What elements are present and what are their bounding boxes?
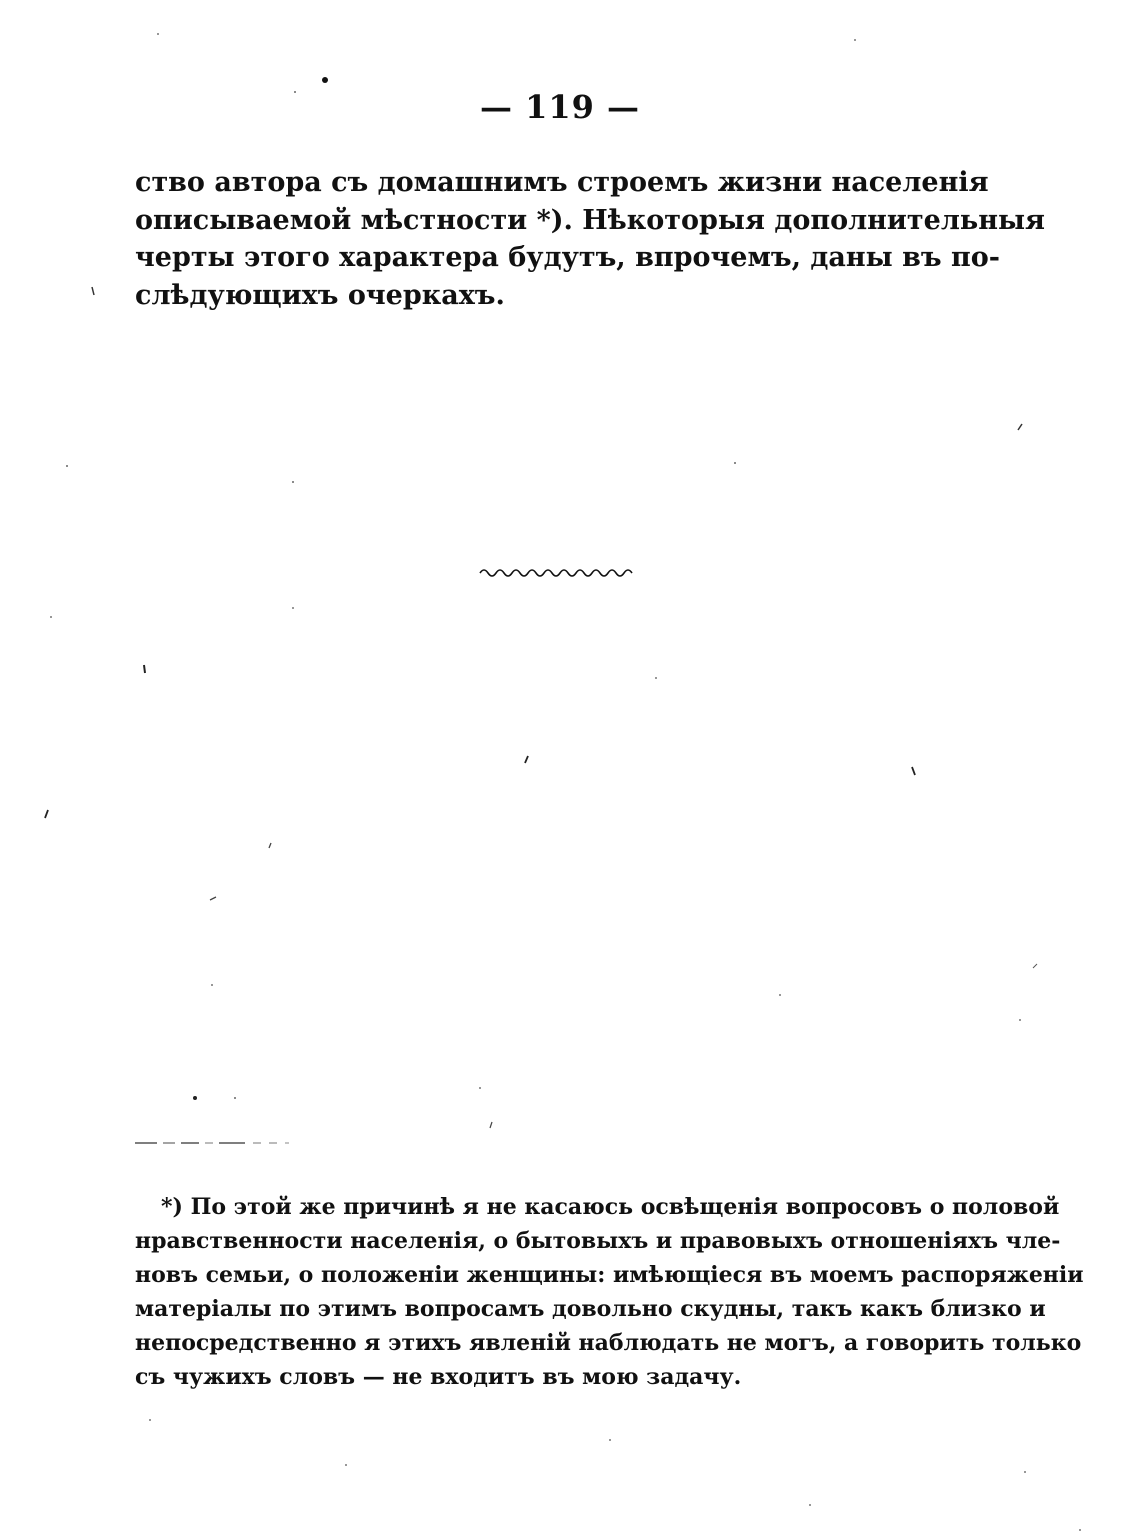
footnote-line: нравственности населенія, о бытовыхъ и правовыхъ отношеніяхъ чле- xyxy=(135,1228,1061,1254)
footnote xyxy=(135,1190,1084,1394)
footnote-separator xyxy=(135,1140,295,1146)
footnote-line: съ чужихъ словъ — не входитъ въ мою задачу. xyxy=(135,1364,742,1390)
body-paragraph xyxy=(135,164,1045,314)
footnote-line: непосредственно я этихъ явленій наблюдать не могъ, а говорить только xyxy=(135,1330,1082,1356)
section-end-ornament xyxy=(478,566,634,580)
body-line: ство автора съ домашнимъ строемъ жизни населенія xyxy=(135,167,989,198)
footnote-line: *) По этой же причинѣ я не касаюсь освѣщенія вопросовъ о половой xyxy=(161,1194,1060,1220)
page-number: — 119 — xyxy=(479,88,641,126)
footnote-line: матеріалы по этимъ вопросамъ довольно скудны, такъ какъ близко и xyxy=(135,1296,1046,1322)
body-line: описываемой мѣстности *). Нѣкоторыя дополнительныя xyxy=(135,204,1045,236)
body-line: слѣдующихъ очеркахъ. xyxy=(135,279,505,311)
footnote-line: новъ семьи, о положеніи женщины: имѣющіеся въ моемъ распоряженіи xyxy=(135,1262,1084,1288)
body-line: черты этого характера будутъ, впрочемъ, даны въ по- xyxy=(135,242,1000,273)
